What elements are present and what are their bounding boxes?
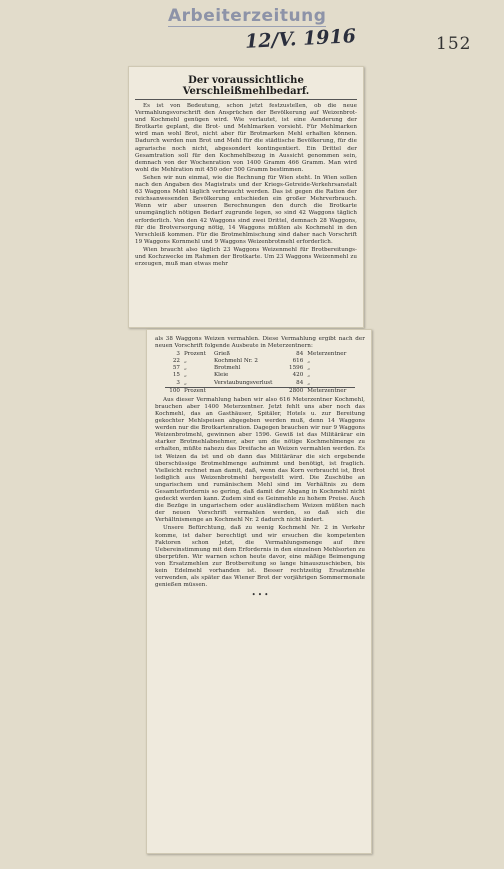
- table-total-row: [165, 387, 355, 395]
- archive-stamp: Arbeiterzeitung: [168, 6, 327, 26]
- yield-table: [165, 351, 355, 395]
- table-row: [165, 358, 355, 365]
- article-paragraph: Unsere Befürchtung, daß zu wenig Kochmehl Nr. 2 in Verkehr komme, ist daher berechtigt und wir ersuchen die kompetenten Faktoren schon jetzt, die Vermahlungsmenge auf ihre Uebereinstimmung mit dem Erfordernis in den einzelnen Mehlsorten zu überprüfen. Wir warnen schon heute davor, eine mäßige Beimengung von Ersatzmehlen zur Brotbereitung so lange hinauszuschieben, bis kein Edelmehl vorhanden ist. Besser rechtzeitig Ersatzmehle verwenden, als später das Wiener Brot der vorjährigen Sommermonate genießen müssen.: [155, 525, 365, 589]
- item-cell: Brotmehl: [213, 365, 241, 372]
- unit-cell: „: [183, 358, 187, 365]
- percent-cell: 57: [172, 365, 180, 372]
- item-cell: Verstaubungsverlust: [213, 379, 273, 386]
- unit-cell: „: [183, 372, 187, 379]
- unit-cell: „: [183, 379, 187, 386]
- value-cell: 84: [296, 379, 304, 386]
- percent-cell: 22: [172, 358, 180, 365]
- value-unit-cell: „: [307, 358, 311, 365]
- value-cell: 2800: [284, 387, 305, 395]
- item-cell: Grieß: [213, 351, 230, 358]
- article-paragraph: Aus dieser Vermahlung haben wir also 616 Meterzentner Kochmehl, brauchen aber 1400 Meterzentner. Jetzt fehlt uns aber noch das Kochmehl, das an Gasthäuser, Spitäler, Hotels u. zur Bereitung gekochter Mehlspeisen abgegeben werden muß, denn 14 Waggons werden nur die Brotkartenration. Dagegen brauchen wir nur 9 Waggons Weizenbrotmehl, gewinnen aber 1596. Gewiß ist das Militärärar ein starker Brotmehlabnehmer, aber um die nötige Kochmehlmenge zu erhalten, müßte nahezu das Dreifache an Weizen vermahlen werden. Es ist Weizen da ist und ob dann das Militärärar die sich ergebende überschüssige Brotmehlmenge aufnimmt und benötigt, ist fraglich. Vielleicht rechnet man damit, daß, wenn das Korn verbraucht ist, Brot lediglich aus Weizenbrotmehl hergestellt wird. Die Zuschübe an ungarischem und rumänischem Mehl sind im Verhältnis zu dem Gesamterfordernis so gering, daß damit der Abgang in Kochmehl nicht gedeckt werden kann. Zudem sind es Geinmehle zu hohem Preise. Auch die Bezüge in ungarischem oder ausländischem Weizen müßten nach der neuen Vorschrift vermahlen werden, so daß sich die Verhältnismenge an Kochmehl Nr. 2 dadurch nicht ändert.: [155, 396, 365, 524]
- value-cell: 1596: [289, 365, 304, 372]
- percent-cell: 3: [176, 379, 180, 386]
- table-row: [165, 351, 355, 358]
- value-unit-cell: „: [307, 372, 311, 379]
- table-row: [165, 365, 355, 372]
- unit-cell: Prozent: [182, 387, 212, 395]
- value-cell: 616: [292, 358, 304, 365]
- clipping-part-1: [128, 66, 364, 328]
- end-mark: • • •: [251, 591, 269, 600]
- value-unit-cell: Meterzentner: [305, 387, 355, 395]
- item-cell: Kochmehl Nr. 2: [213, 358, 258, 365]
- value-unit-cell: Meterzentner: [307, 351, 347, 358]
- article-paragraph: Sehen wir nun einmal, wie die Rechnung für Wien steht. In Wien sollen nach den Angaben des Magistrats und der Kriegs-Getreide-Verkehrsanstalt 63 Waggons Mehl täglich verbraucht werden. Das ist gegen die Ration der reichsanwesenden Bevölkerung entschieden ein großer Mehrverbrauch. Wenn wir aber unseren Berechnungen den durch die Brotkarte unumgänglich nötigen Bedarf zugrunde legen, so sind 42 Waggons täglich erforderlich. Von den 42 Waggons sind zwei Drittel, demnach 28 Waggons, für die Brotversorgung nötig, 14 Waggons müßten als Kochmehl in den Verschleiß kommen. Für die Brotmehlmischung sind daher nach Vorschrift 19 Waggons Kornmehl und 9 Waggons Weizenbrotmehl erforderlich.: [135, 174, 357, 245]
- article-paragraph: als 38 Waggons Weizen vermahlen. Diese Vermahlung ergibt nach der neuen Vorschrift folgende Ausbeute in Meterzentnern:: [155, 336, 365, 350]
- article-paragraph: Wien braucht also täglich 23 Waggons Weizenmehl für Brotbereitungs- und Kochzwecke im Rahmen der Brotkarte. Um 23 Waggons Weizenmehl zu erzeugen, muß man etwas mehr: [135, 246, 357, 268]
- article-headline: Der voraussichtliche Verschleißmehlbedarf.: [135, 75, 357, 100]
- value-unit-cell: „: [307, 365, 311, 372]
- page-number: 152: [436, 34, 472, 54]
- article-paragraph: Es ist von Bedeutung, schon jetzt festzustellen, ob die neue Vermahlungsvorschrift den Ansprüchen der Bevölkerung auf Weizenbrot- und Kochmehl genügen wird. Wie verlautet, ist eine Aenderung der Brotkarte geplant, die Brot- und Mehlmarken vorsieht. Für Mehlmarken wird man wohl Brot, nicht aber für Brotmarken Mehl erhalten können. Dadurch werden nun Brot und Mehl für die städtische Bevölkerung, für die agrarische noch nicht, abgesondert kontingentiert. Ein Drittel der Gesamtration soll für den Kochmehlbezug in Aussicht genommen sein, demnach von der Wochenration von 1400 Gramm 466 Gramm. Man wird wohl die Mehlration mit 450 oder 500 Gramm bestimmen.: [135, 103, 357, 173]
- table-row: [165, 380, 355, 388]
- unit-cell: „: [183, 365, 187, 372]
- clipping-part-2: [146, 329, 372, 854]
- value-cell: 420: [292, 372, 304, 379]
- item-cell: Kleie: [213, 372, 229, 379]
- value-cell: 84: [296, 351, 304, 358]
- unit-cell: Prozent: [183, 351, 206, 358]
- percent-cell: 3: [176, 351, 180, 358]
- value-unit-cell: „: [307, 379, 311, 386]
- percent-cell: 15: [172, 372, 180, 379]
- percent-cell: 100: [165, 387, 182, 395]
- table-row: [165, 372, 355, 379]
- handwritten-date: 12/V. 1916: [244, 25, 357, 53]
